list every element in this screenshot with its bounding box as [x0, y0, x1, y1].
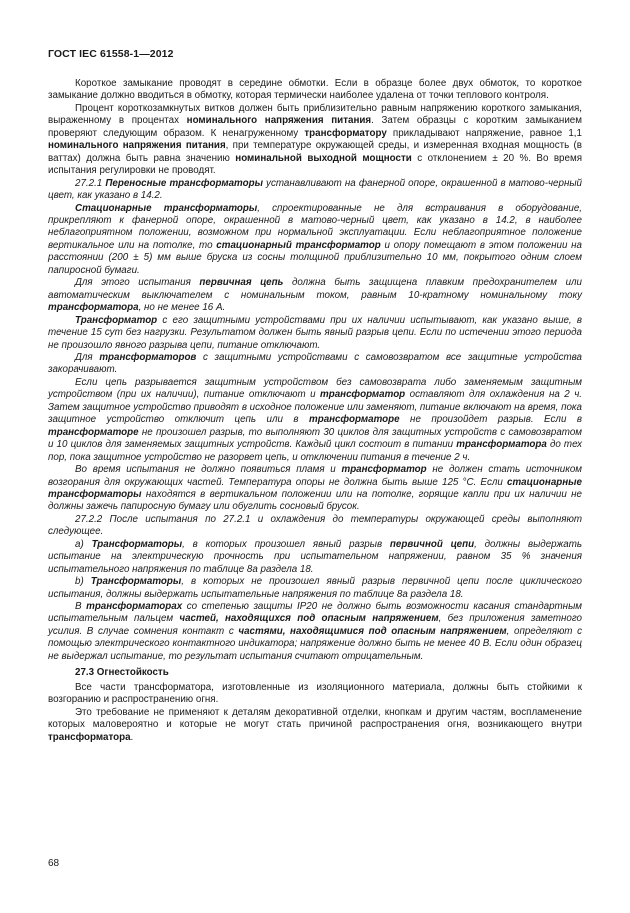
paragraph: [48, 377, 582, 464]
section-heading: [48, 667, 582, 679]
standard-header: ГОСТ IEC 61558-1—2012: [48, 48, 174, 60]
bold-term: трансформатора: [48, 302, 139, 314]
text-run: устанавливают на фанерной опоре, окрашенной в матово-черный цвет, как указано в 14.2.: [48, 177, 582, 202]
bold-term: частями, находящимися под опасным напряжением: [238, 625, 507, 637]
bold-term: номинального напряжения питания: [186, 115, 372, 127]
paragraph: [48, 178, 582, 203]
text-run: с отклонением ± 20 %. Во время испытания регулировки не проводят.: [48, 152, 582, 177]
paragraph: [48, 352, 582, 377]
paragraph: [48, 539, 582, 576]
text-run: b): [75, 576, 91, 588]
text-run: с его защитными устройствами при их наличии испытывают, как указано выше, в течение 15 сут без нагрузки. Результатом должен быть явный разрыв цепи. Если по истечении этого периода не произошло явного разрыва цепи, питание отключают.: [48, 314, 582, 351]
bold-term: Переносные трансформаторы: [105, 177, 263, 189]
bold-term: трансформатора: [48, 731, 131, 743]
paragraph: [48, 277, 582, 314]
paragraph: [48, 707, 582, 744]
bold-term: Трансформаторы: [90, 576, 182, 588]
text-run: , без приложения заметного усилия. В случае сомнения контакт с: [48, 613, 583, 637]
text-run: с защитными устройствами с самовозвратом все защитные устройства закорачивают.: [48, 351, 582, 376]
bold-term: трансформаторах: [86, 601, 183, 613]
paragraph: [48, 576, 582, 601]
text-run: Во время испытания не должно появиться пламя и: [75, 464, 342, 476]
bold-term: трансформаторов: [99, 351, 197, 363]
bold-term: номинальной выходной мощности: [235, 152, 412, 164]
text-run: В: [75, 601, 87, 613]
text-run: Все части трансформатора, изготовленные из изоляционного материала, должны быть стойкими к возгоранию и распространению огня.: [48, 681, 582, 706]
text-run: должна быть защищена плавким предохранителем или автоматическим выключателем с номинальным током, равным 10-кратному номинальному току: [48, 277, 583, 301]
paragraph: [48, 464, 582, 514]
text-run: не произошел разрыв, то выполняют 30 циклов для защитных устройств с самовозвратом и 10 циклов для заменяемых защитных устройств. Каждый цикл состоит в питании: [48, 426, 582, 451]
text-run: и опору помещают в этом положении на расстоянии (200 ± 5) мм выше бруска из сосны толщиной приблизительно 10 мм, покрытого одним слоем папиросной бумаги.: [48, 239, 582, 276]
text-run: Это требование не применяют к деталям декоративной отделки, кнопкам и другим частям, воспламенение которых маловероятно и которые не могут стать причиной распространения огня, возникающего внутри: [48, 706, 582, 731]
text-run: . Затем образцы с коротким замыканием проверяют следующим образом. К ненагруженному: [48, 115, 582, 139]
bold-term: стационарный трансформатор: [216, 239, 381, 251]
text-run: оставляют для охлаждения на 2 ч. Затем защитное устройство приводят в исходное положение или заменяют, питание включают на время, пока защитное устройство отключит цепь или в: [48, 389, 582, 426]
text-run: .: [130, 731, 134, 743]
text-run: , в которых не произошел явный разрыв первичной цепи после циклического испытания, должны выдержать испытательные напряжения по таблице 8а раздела 18.: [48, 576, 582, 600]
bold-term: частей, находящихся под опасным напряжением: [179, 613, 439, 625]
bold-term: первичной цепи: [389, 538, 475, 550]
text-run: Для этого испытания: [75, 277, 200, 289]
paragraph: [48, 103, 582, 178]
bold-term: Трансформаторы: [91, 538, 183, 550]
text-run: Для: [75, 351, 100, 363]
text-run: со степенью защиты IP20 не должно быть возможности касания стандартным испытательным пальцем: [48, 601, 582, 625]
bold-term: трансформатор: [341, 464, 427, 476]
page-number: 68: [48, 858, 60, 869]
bold-term: трансформаторе: [48, 426, 139, 438]
text-run: , должны выдержать испытание на электрическую прочность при испытательном напряжении, равном 35 % значения испытательного напряжения по таблице 8а раздела 18.: [48, 538, 583, 575]
bold-term: Трансформатор: [75, 314, 158, 326]
bold-term: трансформатору: [304, 127, 387, 139]
text-run: до тех пор, пока защитное устройство не разорвет цепь, и отключении питания в течение 2 ч.: [48, 439, 582, 463]
bold-term: стационарные трансформаторы: [48, 476, 582, 500]
text-run: , спроектированные не для встраивания в оборудование, прикрепляют к фанерной опоре, окрашенной в матово-черный цвет, как указано в 14.2, в наиболее неблагоприятном положении, возможном при нормальной эксплуатации. Если неблагоприятное положение вертикальное или на потолке, то: [48, 202, 583, 251]
text-run: прикладывают напряжение, равное 1,1: [386, 127, 582, 139]
text-run: , но не менее 16 А.: [138, 302, 226, 314]
document-body: [48, 78, 582, 744]
text-run: , при температуре окружающей среды, и измеренная входная мощность (в ваттах) должна быть равна значению: [48, 140, 582, 164]
bold-term: номинального напряжения питания: [48, 140, 226, 152]
text-run: , определяют с помощью электрического контактного индикатора; напряжение должно быть не менее 40 В. Если один образец не выдержал испытание, то результат испытания считают отрицательным.: [48, 625, 582, 662]
bold-term: трансформатор: [320, 389, 406, 401]
paragraph: [48, 601, 582, 663]
bold-term: трансформаторе: [309, 414, 400, 426]
bold-term: трансформатора: [456, 439, 547, 451]
paragraph: [48, 78, 582, 103]
bold-term: Стационарные трансформаторы: [75, 202, 258, 214]
paragraph: [48, 203, 582, 278]
text-run: находятся в вертикальном положении или на потолке, горящие капли при их наличии не должны зажечь папиросную бумагу или обуглить сосновый брусок.: [48, 488, 582, 513]
text-run: 27.2.1: [75, 177, 106, 189]
text-run: не должен стать источником возгорания для окружающих частей. Температура опоры не должна быть выше 125 °С. Если: [48, 464, 582, 488]
text-run: 27.2.2 После испытания по 27.2.1 и охлаждения до температуры окружающей среды выполняют следующее.: [48, 513, 582, 538]
paragraph: [48, 514, 582, 539]
text-run: Если цепь разрывается защитным устройством без самовозврата либо заменяемым защитным устройством (при их наличии), питание отключают и: [48, 376, 582, 401]
text-run: , в которых произошел явный разрыв: [182, 538, 390, 550]
text-run: 27.3 Огнестойкость: [75, 667, 169, 679]
paragraph: [48, 315, 582, 352]
text-run: Процент короткозамкнутых витков должен быть приблизительно равным напряжению короткого замыкания, выраженному в процентах: [48, 102, 582, 127]
text-run: а): [75, 538, 92, 550]
bold-term: первичная цепь: [199, 277, 284, 289]
paragraph: [48, 682, 582, 707]
text-run: не произойдет разрыв. Если в: [399, 414, 582, 426]
text-run: Короткое замыкание проводят в середине обмотки. Если в образце более двух обмоток, то короткое замыкание должно вводиться в обмотку, которая термически наиболее удалена от точки теплового контроля.: [48, 78, 582, 102]
